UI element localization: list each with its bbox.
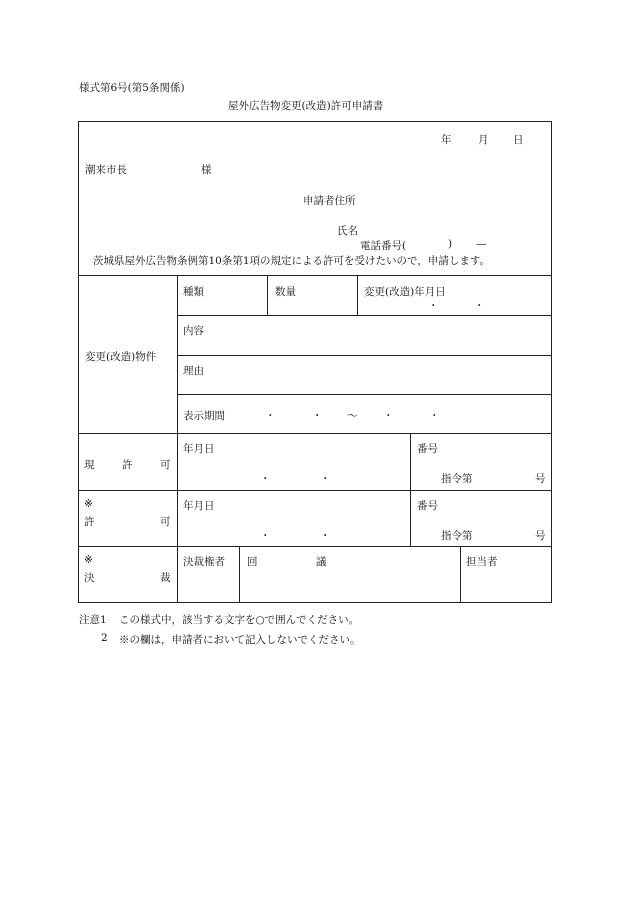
current-permit-date-dot: ・ — [260, 473, 271, 485]
official-permit-go: 号 — [535, 530, 546, 542]
change-date-dot: ・ — [428, 300, 439, 312]
note-1-text: この様式中，該当する文字を○で囲んでください。 — [119, 614, 360, 626]
change-date-dot: ・ — [474, 300, 485, 312]
official-permit-designation: 指令第 — [441, 530, 473, 542]
form-number: 様式第6号(第5条関係) — [79, 82, 185, 94]
decision-label-char: 決 — [84, 572, 95, 584]
decision-authority-label: 決裁権者 — [183, 556, 225, 568]
applicant-phone-paren-close: ) — [448, 238, 453, 250]
date-year-label: 年 — [441, 134, 452, 146]
note-2-prefix: 2 — [101, 632, 108, 644]
reason-label: 理由 — [183, 365, 204, 377]
period-dot: ・ — [312, 410, 323, 422]
change-property-label: 変更(改造)物件 — [85, 351, 157, 363]
current-permit-date-dot: ・ — [320, 473, 331, 485]
document-title: 屋外広告物変更(改造)許可申請書 — [228, 100, 384, 112]
date-month-label: 月 — [478, 134, 489, 146]
official-permit-label-char: 可 — [160, 516, 171, 528]
period-dot: ・ — [383, 410, 394, 422]
circulation-label-char: 議 — [316, 556, 327, 568]
current-permit-label-char: 現 — [84, 459, 95, 471]
official-use-mark: ※ — [84, 554, 93, 566]
addressee-honorific: 様 — [201, 164, 212, 176]
content-label: 内容 — [183, 325, 204, 337]
period-tilde: ～ — [347, 410, 358, 422]
period-dot: ・ — [429, 410, 440, 422]
period-dot: ・ — [265, 410, 276, 422]
date-day-label: 日 — [513, 134, 524, 146]
current-permit-designation: 指令第 — [441, 473, 473, 485]
application-statement: 茨城県屋外広告物条例第10条第1項の規定による許可を受けたいので，申請します。 — [93, 255, 490, 267]
current-permit-label-char: 可 — [160, 459, 171, 471]
kind-label: 種類 — [183, 286, 204, 298]
current-permit-label-char: 許 — [122, 459, 133, 471]
official-permit-date-label: 年月日 — [183, 500, 215, 512]
official-permit-date-dot: ・ — [260, 530, 271, 542]
person-in-charge-label: 担当者 — [466, 556, 498, 568]
circulation-label-char: 回 — [247, 556, 258, 568]
decision-label-char: 裁 — [160, 572, 171, 584]
current-permit-number-label: 番号 — [417, 443, 438, 455]
official-permit-label-char: 許 — [84, 516, 95, 528]
official-use-mark: ※ — [84, 498, 93, 510]
official-permit-number-label: 番号 — [417, 500, 438, 512]
current-permit-go: 号 — [535, 473, 546, 485]
quantity-label: 数量 — [275, 286, 296, 298]
change-date-label: 変更(改造)年月日 — [364, 286, 446, 298]
applicant-name-label: 氏名 — [337, 225, 358, 237]
applicant-address-label: 申請者住所 — [303, 195, 356, 207]
display-period-label: 表示期間 — [183, 410, 225, 422]
note-2-text: ※の欄は，申請者において記入しないでください。 — [119, 634, 361, 646]
addressee-mayor: 潮来市長 — [85, 164, 127, 176]
current-permit-date-label: 年月日 — [183, 443, 215, 455]
official-permit-date-dot: ・ — [320, 530, 331, 542]
note-1-prefix: 注意1 — [79, 614, 107, 626]
applicant-phone-dash: — — [476, 238, 487, 250]
applicant-phone-label: 電話番号( — [360, 240, 407, 252]
